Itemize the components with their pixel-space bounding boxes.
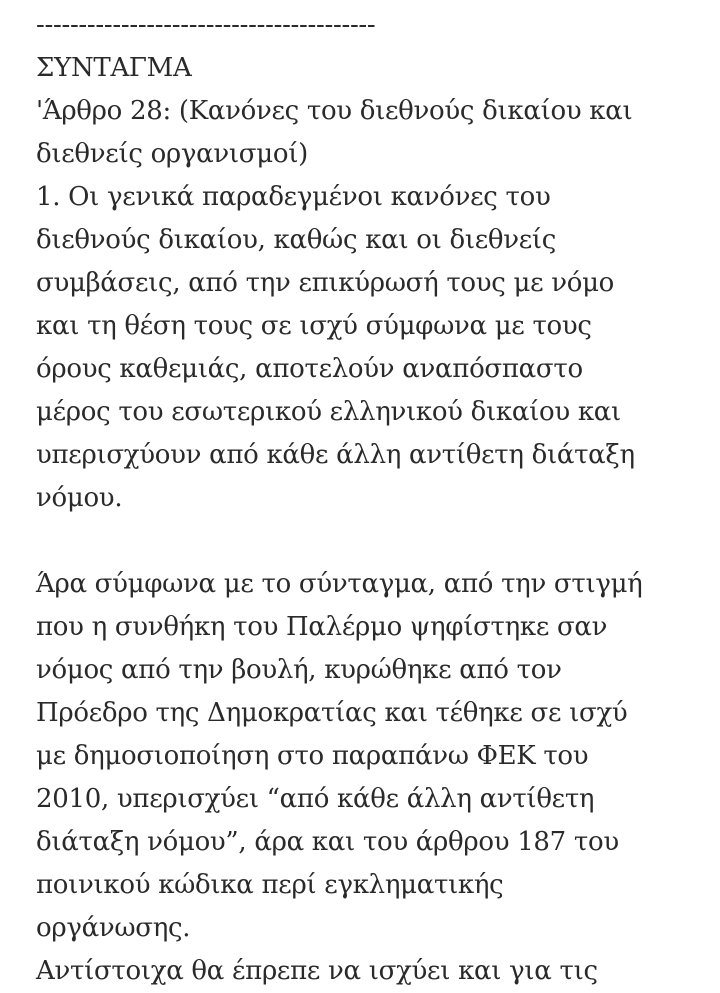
article-title-line: διεθνείς οργανισμοί): [36, 139, 308, 169]
separator-line: ----------------------------------------: [36, 10, 376, 40]
paragraph-line: 2010, υπερισχύει “από κάθε άλλη αντίθετη: [36, 784, 595, 814]
paragraph-spacer: [36, 520, 720, 563]
paragraph-line: Άρα σύμφωνα με το σύνταγμα, από την στιγμή: [36, 569, 643, 599]
paragraph-line: υπερισχύουν από κάθε άλλη αντίθετη διάταξη: [36, 440, 635, 470]
article-title-line: 'Άρθρο 28: (Κανόνες του διεθνούς δικαίου και: [36, 96, 633, 126]
paragraph-line: διάταξη νόμου”, άρα και του άρθρου 187 του: [36, 827, 619, 857]
paragraph-line: Πρόεδρο της Δημοκρατίας και τέθηκε σε ισχύ: [36, 698, 628, 728]
paragraph-line: μέρος του εσωτερικού ελληνικού δικαίου και: [36, 397, 621, 427]
document-body: [36, 4, 720, 993]
paragraph-line: 1. Οι γενικά παραδεγμένοι κανόνες του: [36, 182, 551, 212]
paragraph-line: με δημοσιοποίηση στο παραπάνω ΦΕΚ του: [36, 741, 589, 771]
paragraph-line: νόμος από την βουλή, κυρώθηκε από τον: [36, 655, 562, 685]
paragraph-line: συμβάσεις, από την επικύρωσή τους με νόμο: [36, 268, 615, 298]
paragraph-line: που η συνθήκη του Παλέρμο ψηφίστηκε σαν: [36, 612, 608, 642]
cut-off-line: Αντίστοιχα θα έπρεπε να ισχύει και για τις: [36, 956, 598, 986]
paragraph-line: οργάνωσης.: [36, 913, 191, 943]
paragraph-line: νόμου.: [36, 483, 123, 513]
constitution-heading: ΣΥΝΤΑΓΜΑ: [36, 53, 192, 83]
paragraph-line: και τη θέση τους σε ισχύ σύμφωνα με τους: [36, 311, 592, 341]
paragraph-line: διεθνούς δικαίου, καθώς και οι διεθνείς: [36, 225, 557, 255]
paragraph-line: ποινικού κώδικα περί εγκληματικής: [36, 870, 504, 900]
paragraph-line: όρους καθεμιάς, αποτελούν αναπόσπαστο: [36, 354, 583, 384]
